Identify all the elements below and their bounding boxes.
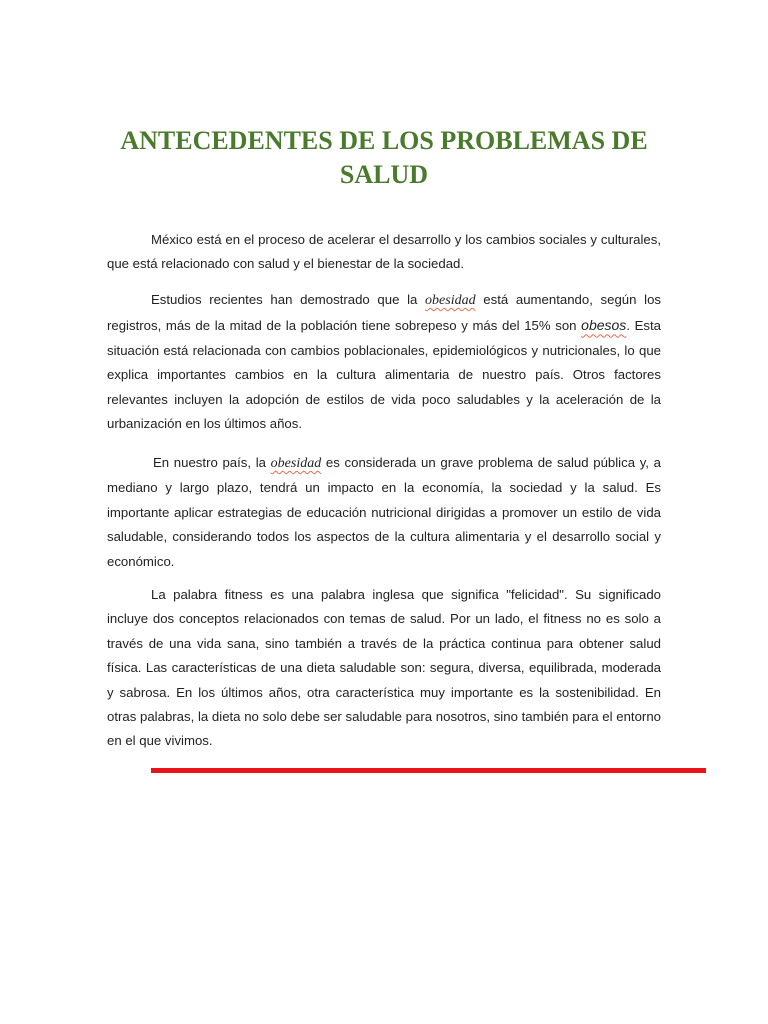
spellcheck-word-obesidad: obesidad xyxy=(270,456,322,471)
paragraph-3 xyxy=(107,451,661,574)
paragraph-1-text: México está en el proceso de acelerar el desarrollo y los cambios sociales y culturales, que está relacionado con salud y el bienestar de la sociedad. xyxy=(107,232,661,272)
spellcheck-word-obesos: obesos xyxy=(581,317,627,334)
spellcheck-word-obesidad: obesidad xyxy=(425,293,476,308)
paragraph-4 xyxy=(107,583,661,754)
paragraph-2-text-a: Estudios recientes han demostrado que la xyxy=(151,292,426,307)
paragraph-4-text: La palabra fitness es una palabra inglesa que significa "felicidad". Su significado incluye dos conceptos relacionados con temas de salud. Por un lado, el fitness no es solo a través de una vida sana, sino también a través de la práctica continua para obtener salud física. Las características de una dieta saludable son: segura, diversa, equilibrada, moderada y sabrosa. En los últimos años, otra característica muy importante es la sostenibilidad. En otras palabras, la dieta no solo debe ser saludable para nosotros, sino también para el entorno en el que vivimos. xyxy=(107,587,661,749)
paragraph-1 xyxy=(107,228,661,277)
red-divider-line xyxy=(151,768,706,773)
page-title: ANTECEDENTES DE LOS PROBLEMAS DE SALUD xyxy=(120,126,648,189)
paragraph-2-text-c: . Esta situación está relacionada con cambios poblacionales, epidemiológicos y nutricionales, lo que explica importantes cambios en la cultura alimentaria de nuestro país. Otros factores relevantes incluyen la adopción de estilos de vida poco saludables y la aceleración de la urbanización en los últimos años. xyxy=(107,318,661,432)
paragraph-3-text-a: En nuestro país, la xyxy=(153,455,271,470)
paragraph-2 xyxy=(107,288,661,436)
paragraph-2-text-b: está aumentando, según los registros, más de la mitad de la población tiene sobrepeso y más del 15% son xyxy=(107,292,662,334)
paragraph-3-text-b: es considerada un grave problema de salud pública y, a mediano y largo plazo, tendrá un impacto en la economía, la sociedad y la salud. Es importante aplicar estrategias de educación nutricional dirigidas a promover un estilo de vida saludable, considerando todos los aspectos de la cultura alimentaria y el desarrollo social y económico. xyxy=(107,455,661,569)
